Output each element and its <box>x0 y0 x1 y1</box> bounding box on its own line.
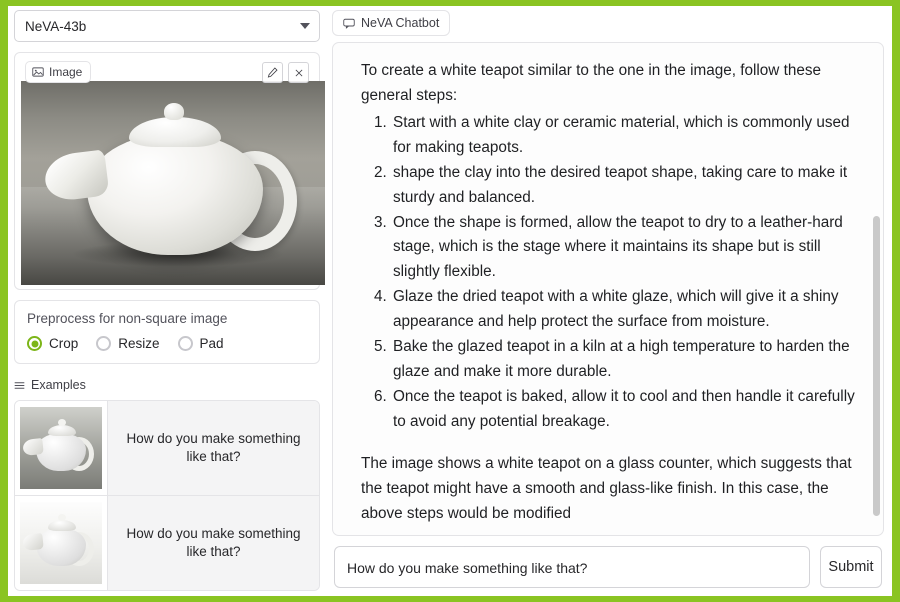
response-step: 4. Glaze the dried teapot with a white glaze, which will give it a shiny appearance and help protect the surface from moisture. <box>391 285 855 335</box>
teapot-knob <box>164 103 184 120</box>
examples-header-label: Examples <box>31 378 86 392</box>
image-tag-label: Image <box>49 65 83 79</box>
examples-header <box>14 378 320 392</box>
chat-output <box>332 42 884 536</box>
model-selector[interactable] <box>14 10 320 42</box>
chat-input[interactable]: How do you make something like that? <box>334 546 810 588</box>
response-step: 5. Bake the glazed teapot in a kiln at a high temperature to harden the glaze and make it more durable. <box>391 335 855 385</box>
response-closing: The image shows a white teapot on a glass counter, which suggests that the teapot might have a smooth and glass-like finish. In this case, the above steps would be modified <box>361 454 852 522</box>
list-item[interactable] <box>15 496 319 590</box>
close-icon[interactable] <box>288 62 309 83</box>
examples-table <box>14 400 320 591</box>
teapot-grey-thumb <box>20 407 102 489</box>
radio-label-crop: Crop <box>49 336 79 351</box>
radio-option-pad[interactable] <box>178 336 224 351</box>
list-icon <box>14 380 25 391</box>
response-step: 3. Once the shape is formed, allow the teapot to dry to a leather-hard stage, which is the stage where it maintains its shape but is still slightly flexible. <box>391 211 855 286</box>
radio-label-resize: Resize <box>118 336 160 351</box>
example-thumbnail[interactable] <box>15 496 108 590</box>
image-tag <box>25 61 91 83</box>
right-panel <box>326 6 892 596</box>
uploaded-image[interactable] <box>21 81 325 285</box>
example-prompt-text[interactable]: How do you make something like that? <box>108 496 319 590</box>
response-step: 1. Start with a white clay or ceramic material, which is commonly used for making teapots. <box>391 111 855 161</box>
radio-mark-resize[interactable] <box>96 336 111 351</box>
response-intro: To create a white teapot similar to the one in the image, follow these general steps: <box>361 62 822 104</box>
response-step: 2. shape the clay into the desired teapot shape, taking care to make it sturdy and balanced. <box>391 161 855 211</box>
preprocess-radio-group <box>27 336 307 351</box>
radio-mark-crop[interactable] <box>27 336 42 351</box>
example-thumbnail[interactable] <box>15 401 108 495</box>
teapot-white-thumb <box>20 502 102 584</box>
chat-scroll-area <box>333 43 883 535</box>
radio-label-pad: Pad <box>199 336 224 351</box>
pencil-icon[interactable] <box>262 62 283 83</box>
image-upload-panel[interactable] <box>14 52 320 290</box>
example-prompt-text[interactable]: How do you make something like that? <box>108 401 319 495</box>
response-step: 6. Once the teapot is baked, allow it to cool and then handle it carefully to avoid any potential breakage. <box>391 385 855 435</box>
app-window <box>8 6 892 596</box>
chat-icon <box>343 17 355 29</box>
tab-label: NeVA Chatbot <box>361 16 440 30</box>
chat-input-row <box>332 536 884 596</box>
chevron-down-icon <box>300 23 310 29</box>
list-item[interactable] <box>15 401 319 496</box>
radio-option-crop[interactable] <box>27 336 78 351</box>
submit-button[interactable]: Submit <box>820 546 882 588</box>
image-toolbar <box>262 62 309 83</box>
chat-scrollbar[interactable] <box>873 46 880 532</box>
radio-option-resize[interactable] <box>96 336 159 351</box>
image-icon <box>32 66 44 78</box>
teapot-body <box>87 133 263 255</box>
tab-neva-chatbot[interactable] <box>332 10 450 36</box>
preprocess-panel <box>14 300 320 364</box>
preprocess-label: Preprocess for non-square image <box>27 311 228 326</box>
response-steps <box>361 111 855 435</box>
chat-scrollbar-thumb[interactable] <box>873 216 880 516</box>
left-panel <box>8 6 326 596</box>
model-selector-value: NeVA-43b <box>25 18 87 34</box>
radio-mark-pad[interactable] <box>178 336 193 351</box>
